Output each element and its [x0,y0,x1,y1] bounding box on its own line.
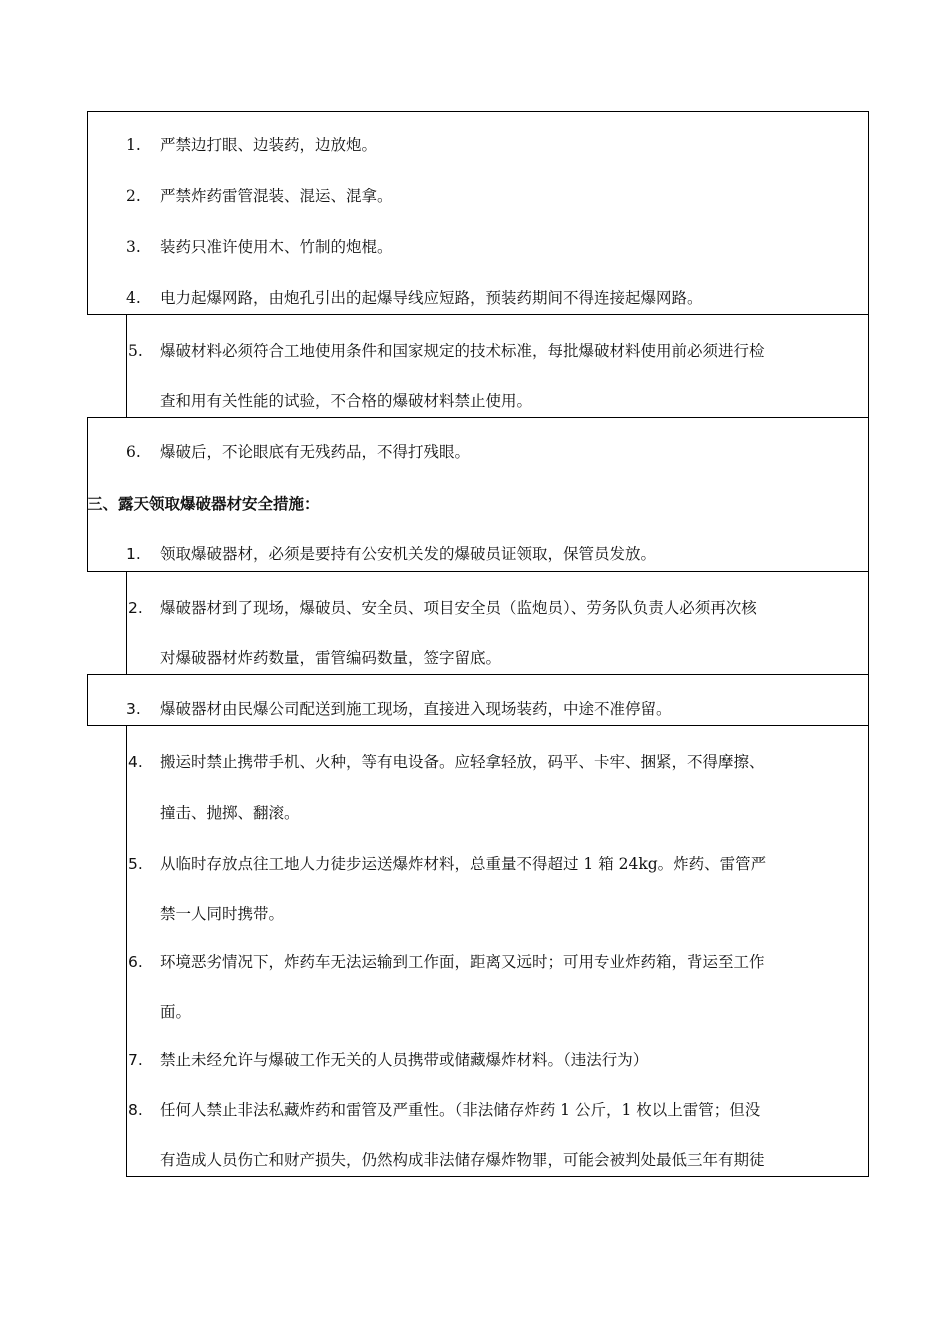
list-text: 禁止未经允许与爆破工作无关的人员携带或储藏爆炸材料。（违法行为） [160,1051,649,1069]
box-border [126,1176,869,1177]
list-text: 爆破器材由民爆公司配送到施工现场，直接进入现场装药，中途不准停留。 [160,700,672,718]
list-text: 撞击、抛掷、翻滚。 [160,804,300,822]
list-number: 2. [126,187,141,205]
list-text: 任何人禁止非法私藏炸药和雷管及严重性。（非法储存炸药 1 公斤，1 枚以上雷管；但没 [160,1101,761,1119]
list-text: 禁一人同时携带。 [160,905,285,923]
list-number: 1. [126,545,141,563]
box-border [87,314,869,315]
box-border [87,674,88,726]
list-text: 领取爆破器材，必须是要持有公安机关发的爆破员证领取，保管员发放。 [160,545,657,563]
list-number: 3. [126,700,141,718]
list-text: 爆破器材到了现场，爆破员、安全员、项目安全员（监炮员）、劳务队负责人必须再次核 [160,599,757,617]
list-number: 5. [128,855,143,873]
list-text: 爆破材料必须符合工地使用条件和国家规定的技术标准，每批爆破材料使用前必须进行检 [160,342,765,360]
list-text: 爆破后，不论眼底有无残药品，不得打残眼。 [160,443,471,461]
list-number: 4. [126,289,141,307]
list-number: 4. [128,753,143,771]
box-border [868,417,869,572]
box-border [868,111,869,315]
list-number: 6. [128,953,143,971]
box-border [87,111,869,112]
box-border [868,571,869,675]
list-text: 面。 [160,1003,192,1021]
box-border [126,314,127,418]
list-number: 8. [128,1101,143,1119]
list-text: 查和用有关性能的试验，不合格的爆破材料禁止使用。 [160,392,533,410]
list-number: 6. [126,443,141,461]
list-text: 严禁炸药雷管混装、混运、混拿。 [160,187,393,205]
box-border [87,571,869,572]
section-heading: 三、露天领取爆破器材安全措施： [87,494,320,513]
box-border [868,314,869,418]
list-text: 搬运时禁止携带手机、火种，等有电设备。应轻拿轻放，码平、卡牢、捆紧，不得摩擦、 [160,753,765,771]
box-border [87,674,869,675]
box-border [87,417,869,418]
list-number: 1. [126,136,141,154]
list-text: 环境恶劣情况下，炸药车无法运输到工作面，距离又远时；可用专业炸药箱，背运至工作 [160,953,765,971]
list-text: 从临时存放点往工地人力徒步运送爆炸材料，总重量不得超过 1 箱 24kg。炸药、雷管严 [160,855,767,873]
list-number: 5. [128,342,143,360]
list-text: 电力起爆网路，由炮孔引出的起爆导线应短路，预装药期间不得连接起爆网路。 [160,289,703,307]
list-number: 3. [126,238,141,256]
list-text: 对爆破器材炸药数量，雷管编码数量，签字留底。 [160,649,502,667]
list-text: 有造成人员伤亡和财产损失，仍然构成非法储存爆炸物罪，可能会被判处最低三年有期徒 [160,1151,765,1169]
box-border [868,674,869,726]
list-text: 严禁边打眼、边装药，边放炮。 [160,136,378,154]
box-border [868,725,869,1177]
box-border [126,571,127,675]
box-border [126,725,127,1177]
box-border [87,725,869,726]
box-border [87,111,88,315]
list-number: 2. [128,599,143,617]
list-number: 7. [128,1051,143,1069]
list-text: 装药只准许使用木、竹制的炮棍。 [160,238,393,256]
